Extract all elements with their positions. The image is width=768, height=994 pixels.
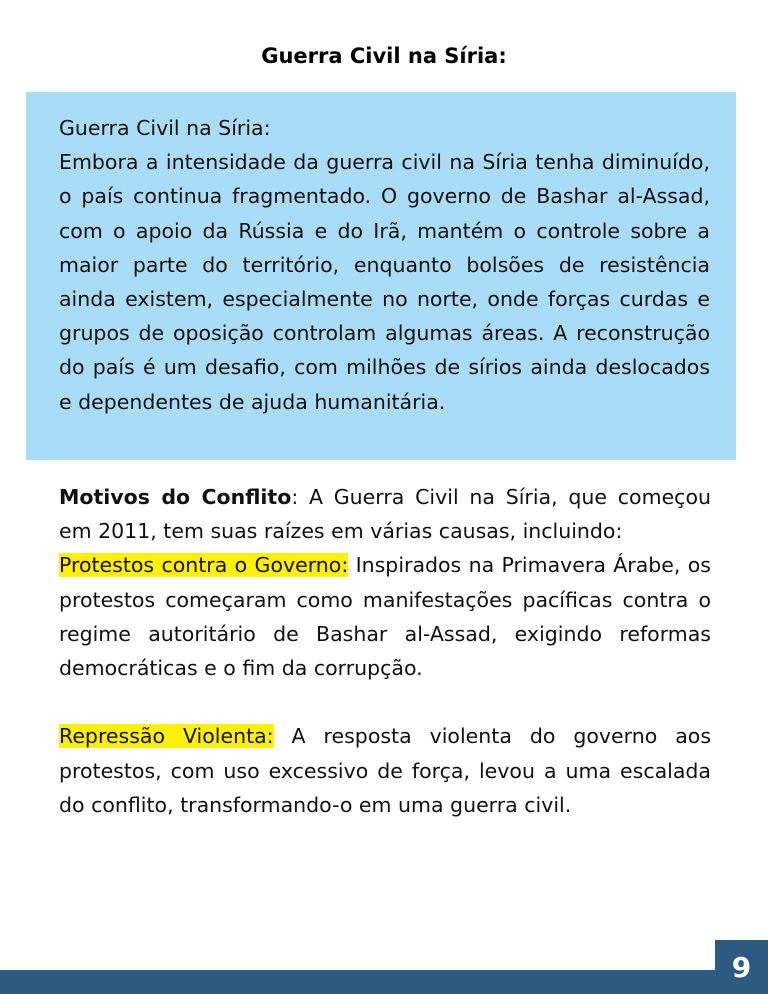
- info-box-text: Embora a intensidade da guerra civil na Síria tenha diminuído, o país continua fragmentado. O governo de Bashar al-Assad, com o apoio da Rússia e do Irã, mantém o controle sobre a maior parte do território, enquanto bolsões de resistência ainda existem, especialmente no norte, onde forças curdas e grupos de oposição controlam algumas áreas. A reconstrução do país é um desafio, com milhões de sírios ainda deslocados e dependentes de ajuda humanitária.: [59, 150, 710, 414]
- info-box: [26, 92, 736, 460]
- protests-paragraph: [59, 548, 711, 685]
- info-box-heading: Guerra Civil na Síria:: [59, 116, 271, 140]
- paragraph-gap: [59, 685, 711, 719]
- repression-text: A resposta violenta do governo aos protestos, com uso excessivo de força, levou a uma escalada do conflito, transformando-o em uma guerra civil.: [59, 724, 711, 817]
- page-title: Guerra Civil na Síria:: [261, 44, 507, 68]
- protests-text: Inspirados na Primavera Árabe, os protestos começaram como manifestações pacíficas contra o regime autoritário de Bashar al-Assad, exigindo reformas democráticas e o fim da corrupção.: [59, 553, 711, 681]
- motives-text: : A Guerra Civil na Síria, que começou em 2011, tem suas raízes em várias causas, incluindo:: [59, 485, 711, 544]
- main-content: [59, 480, 711, 822]
- motives-paragraph: [59, 480, 711, 548]
- repression-label: Repressão Violenta:: [59, 724, 274, 749]
- repression-paragraph: [59, 719, 711, 822]
- protests-label: Protestos contra o Governo:: [59, 553, 349, 578]
- page-number: 9: [715, 940, 768, 994]
- motives-label: Motivos do Conflito: [59, 485, 292, 509]
- footer-bar: [0, 970, 768, 994]
